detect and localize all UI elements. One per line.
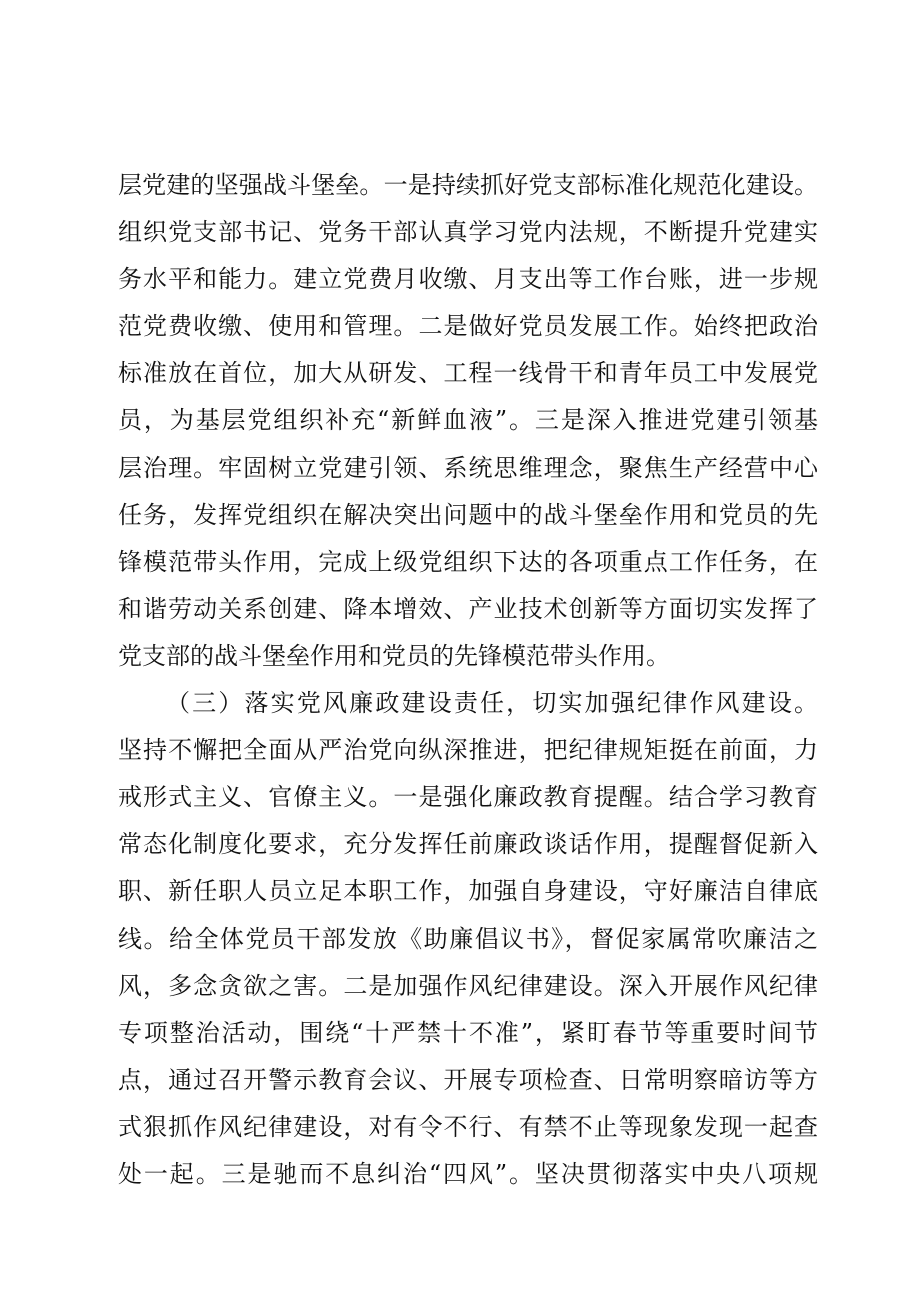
- text-line: 戒形式主义、官僚主义。一是强化廉政教育提醒。结合学习教育: [118, 783, 818, 812]
- text-line: 组织党支部书记、党务干部认真学习党内法规，不断提升党建实: [118, 218, 818, 247]
- text-line: 坚持不懈把全面从严治党向纵深推进，把纪律规矩挺在前面，力: [118, 736, 818, 765]
- text-line: 员，为基层党组织补充“新鲜血液”。三是深入推进党建引领基: [118, 406, 818, 435]
- text-line: 处一起。三是驰而不息纠治“四风”。坚决贯彻落实中央八项规: [118, 1159, 818, 1188]
- text-line: 线。给全体党员干部发放《助廉倡议书》，督促家属常吹廉洁之: [118, 924, 818, 953]
- text-line: 专项整治活动，围绕“十严禁十不准”，紧盯春节等重要时间节: [118, 1018, 818, 1047]
- text-line: 和谐劳动关系创建、降本增效、产业技术创新等方面切实发挥了: [118, 594, 818, 623]
- text-line: 式狠抓作风纪律建设，对有令不行、有禁不止等现象发现一起查: [118, 1112, 818, 1141]
- text-line: 务水平和能力。建立党费月收缴、月支出等工作台账，进一步规: [118, 265, 818, 294]
- text-line: 层党建的坚强战斗堡垒。一是持续抓好党支部标准化规范化建设。: [118, 171, 818, 199]
- text-line: 风，多念贪欲之害。二是加强作风纪律建设。深入开展作风纪律: [118, 971, 818, 1000]
- text-line: 范党费收缴、使用和管理。二是做好党员发展工作。始终把政治: [118, 312, 818, 341]
- text-line: 任务，发挥党组织在解决突出问题中的战斗堡垒作用和党员的先: [118, 500, 818, 529]
- text-line: 锋模范带头作用，完成上级党组织下达的各项重点工作任务，在: [118, 547, 818, 576]
- text-line: 职、新任职人员立足本职工作，加强自身建设，守好廉洁自律底: [118, 877, 818, 906]
- text-line: 层治理。牢固树立党建引领、系统思维理念，聚焦生产经营中心: [118, 453, 818, 482]
- text-line: 常态化制度化要求，充分发挥任前廉政谈话作用，提醒督促新入: [118, 830, 818, 859]
- text-line: 点，通过召开警示教育会议、开展专项检查、日常明察暗访等方: [118, 1065, 818, 1094]
- paragraph-end-line: 党支部的战斗堡垒作用和党员的先锋模范带头作用。: [118, 641, 670, 670]
- section-heading-line: （三）落实党风廉政建设责任，切实加强纪律作风建设。: [166, 689, 818, 718]
- body-text: [118, 162, 818, 1198]
- text-line: 标准放在首位，加大从研发、工程一线骨干和青年员工中发展党: [118, 359, 818, 388]
